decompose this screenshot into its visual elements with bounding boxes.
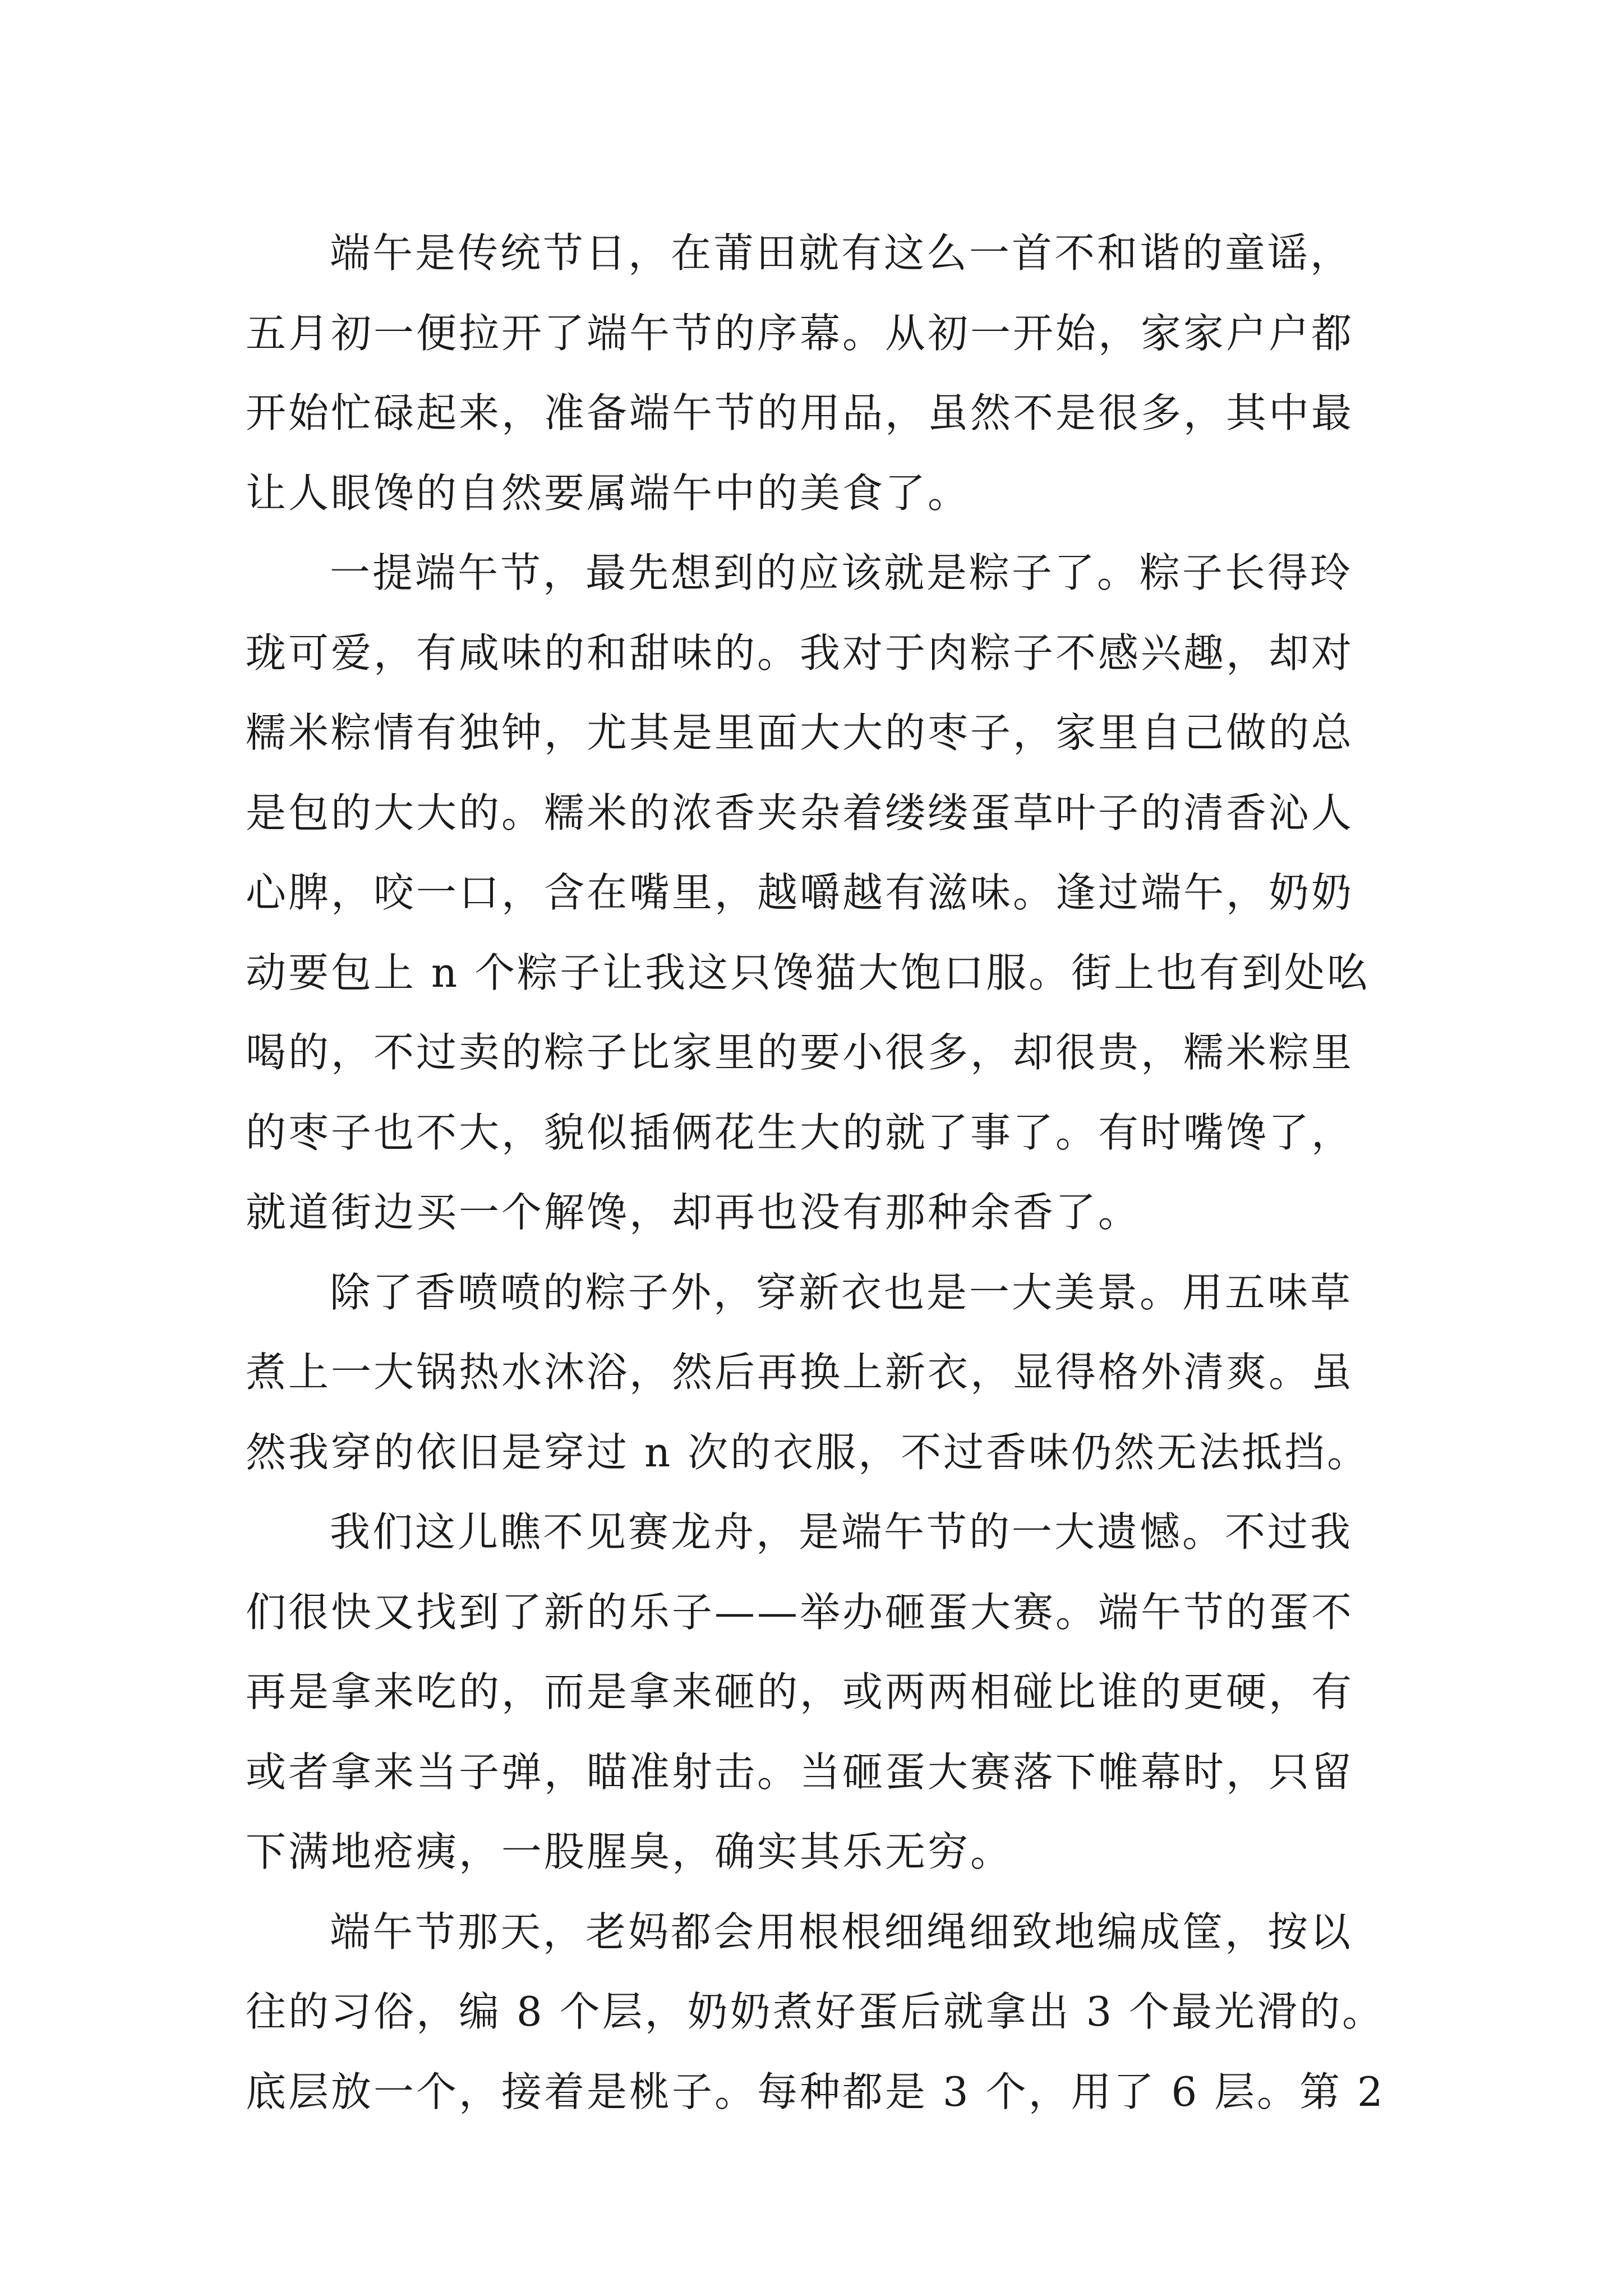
document-body: [246, 213, 1390, 2132]
text-line: 再是拿来吃的，而是拿来砸的，或两两相碰比谁的更硬，有: [246, 1668, 1354, 1715]
text-line: 就道街边买一个解馋，却再也没有那种余香了。: [246, 1189, 1141, 1236]
text-line: 是包的大大的。糯米的浓香夹杂着缕缕蛋草叶子的清香沁人: [246, 789, 1354, 836]
text-line: 除了香喷喷的粽子外，穿新衣也是一大美景。用五味草: [330, 1268, 1353, 1316]
text-line: 底层放一个，接着是桃子。每种都是 3 个，用了 6 层。第 2: [246, 2068, 1385, 2115]
text-line: 我们这儿瞧不见赛龙舟，是端午节的一大遗憾。不过我: [330, 1508, 1353, 1556]
text-line: 糯米粽情有独钟，尤其是里面大大的枣子，家里自己做的总: [246, 709, 1354, 756]
text-line: 的枣子也不大，貌似插俩花生大的就了事了。有时嘴馋了，: [246, 1108, 1354, 1156]
text-line: 珑可爱，有咸味的和甜味的。我对于肉粽子不感兴趣，却对: [246, 629, 1354, 677]
text-line: 端午节那天，老妈都会用根根细绳细致地编成筐，按以: [330, 1908, 1353, 1955]
text-line: 一提端午节，最先想到的应该就是粽子了。粽子长得玲: [330, 549, 1353, 596]
text-line: 然我穿的依旧是穿过 n 次的衣服，不过香味仍然无法抵挡。: [246, 1428, 1370, 1476]
text-line: 五月初一便拉开了端午节的序幕。从初一开始，家家户户都: [246, 309, 1354, 357]
text-line: 或者拿来当子弹，瞄准射击。当砸蛋大赛落下帷幕时，只留: [246, 1748, 1354, 1796]
text-line: 端午是传统节日，在莆田就有这么一首不和谐的童谣，: [330, 229, 1353, 277]
text-line: 往的习俗，编 8 个层，奶奶煮好蛋后就拿出 3 个最光滑的。: [246, 1988, 1385, 2035]
text-line: 们很快又找到了新的乐子——举办砸蛋大赛。端午节的蛋不: [246, 1588, 1354, 1636]
text-line: 煮上一大锅热水沐浴，然后再换上新衣，显得格外清爽。虽: [246, 1349, 1354, 1396]
text-line: 心脾，咬一口，含在嘴里，越嚼越有滋味。逢过端午，奶奶: [246, 869, 1354, 916]
text-line: 开始忙碌起来，准备端午节的用品，虽然不是很多，其中最: [246, 389, 1354, 436]
text-line: 下满地疮痍，一股腥臭，确实其乐无穷。: [246, 1828, 1013, 1875]
text-line: 喝的，不过卖的粽子比家里的要小很多，却很贵，糯米粽里: [246, 1029, 1354, 1076]
text-line: 让人眼馋的自然要属端午中的美食了。: [246, 469, 971, 517]
text-line: 动要包上 n 个粽子让我这只馋猫大饱口服。街上也有到处吆: [246, 949, 1370, 996]
